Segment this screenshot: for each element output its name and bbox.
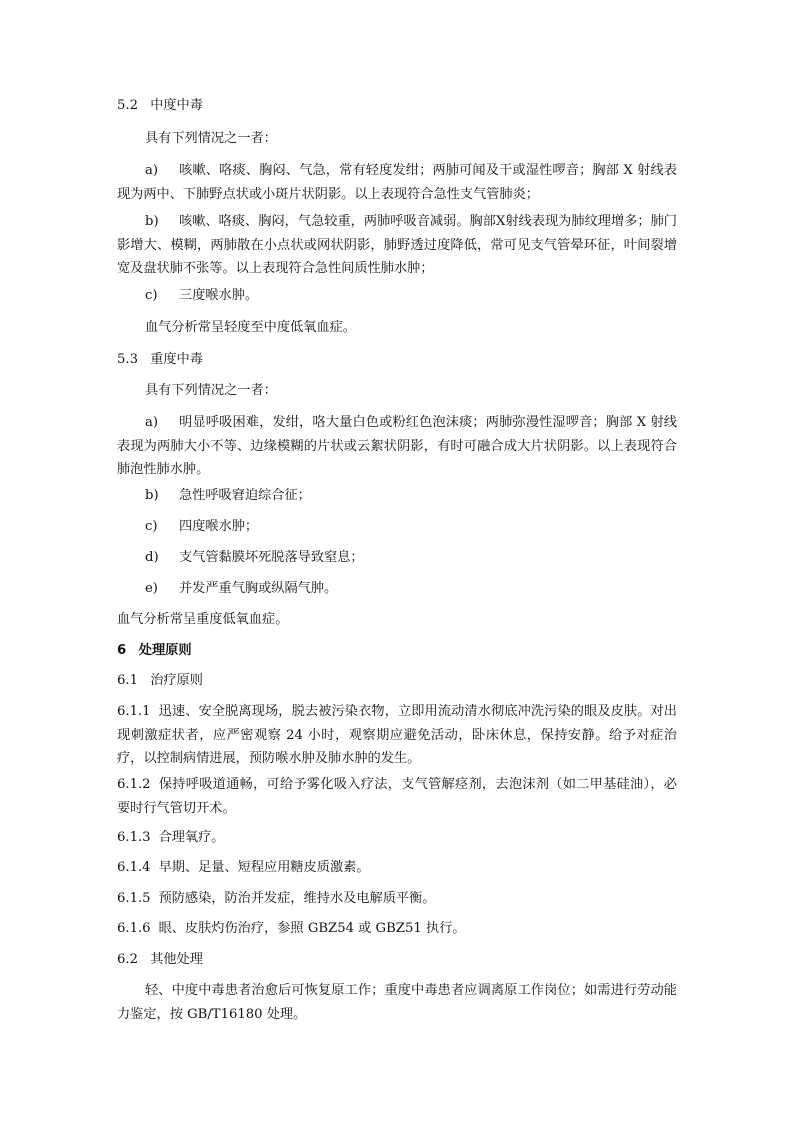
section-5-2-heading [117, 94, 677, 118]
section-number: 5.2 [117, 98, 138, 113]
section-number: 5.3 [117, 352, 138, 367]
list-item-5-3-b [117, 484, 677, 508]
list-text: 急性呼吸窘迫综合征； [179, 488, 311, 503]
clause-6-1-1 [117, 700, 677, 771]
list-item-5-3-e [117, 577, 677, 601]
clause-6-1-5 [117, 887, 677, 911]
clause-number: 6.1.1 [117, 704, 151, 719]
list-label: b) [145, 488, 159, 503]
list-text: 三度喉水肿。 [179, 288, 259, 303]
clause-text: 保持呼吸道通畅，可给予雾化吸入疗法，支气管解痉剂，去泡沫剂（如二甲基硅油），必要时行气管切开术。 [117, 777, 677, 816]
section-number: 6 [117, 643, 127, 658]
section-title: 治疗原则 [150, 673, 203, 688]
list-text: 咳嗽、咯痰、胸闷，气急较重，两肺呼吸音减弱。胸部X射线表现为肺纹理增多；肺门影增大、模糊，两肺散在小点状或网状阴影，肺野透过度降低，常可见支气管晕环征，叶间裂增宽及盘状肺不张等。以上表现符合急性间质性肺水肿； [117, 214, 677, 276]
clause-number: 6.1.6 [117, 921, 151, 936]
list-item-5-2-a [117, 159, 677, 206]
list-label: d) [145, 550, 159, 565]
list-label: a) [145, 415, 159, 430]
section-6-1-heading [117, 669, 677, 693]
list-label: a) [145, 163, 159, 178]
list-label: b) [145, 214, 159, 229]
section-title: 中度中毒 [150, 98, 203, 113]
clause-text: 合理氧疗。 [158, 830, 225, 845]
section-6-2-text: 轻、中度中毒患者治愈后可恢复原工作；重度中毒患者应调离原工作岗位；如需进行劳动能力鉴定，按 GB/T16180 处理。 [117, 983, 677, 1022]
clause-number: 6.1.5 [117, 891, 151, 906]
clause-number: 6.1.4 [117, 860, 151, 875]
section-6-2-heading [117, 948, 677, 972]
section-5-2-blood-gas: 血气分析常呈轻度至中度低氧血症。 [145, 320, 356, 335]
list-item-5-3-d [117, 546, 677, 570]
list-text: 支气管黏膜坏死脱落导致窒息； [179, 550, 364, 565]
section-5-2-intro: 具有下列情况之一者： [145, 131, 277, 146]
list-text: 并发严重气胸或纵隔气肿。 [179, 581, 338, 596]
section-number: 6.1 [117, 673, 138, 688]
section-title: 其他处理 [150, 952, 203, 967]
list-item-5-2-b [117, 210, 677, 281]
clause-6-1-6 [117, 917, 677, 941]
section-title: 重度中毒 [150, 352, 203, 367]
section-number: 6.2 [117, 952, 138, 967]
section-5-3-blood-gas: 血气分析常呈重度低氧血症。 [117, 612, 289, 627]
list-item-5-3-a [117, 411, 677, 482]
list-text: 明显呼吸困难，发绀，咯大量白色或粉红色泡沫痰；两肺弥漫性湿啰音；胸部 X 射线表现为两肺大小不等、边缘模糊的片状或云絮状阴影，有时可融合成大片状阴影。以上表现符合肺泡性肺水肿。 [117, 415, 677, 477]
clause-6-1-3 [117, 826, 677, 850]
list-item-5-3-c [117, 515, 677, 539]
clause-text: 眼、皮肤灼伤治疗，参照 GBZ54 或 GBZ51 执行。 [158, 921, 466, 936]
list-text: 四度喉水肿； [179, 519, 259, 534]
clause-text: 迅速、安全脱离现场，脱去被污染衣物，立即用流动清水彻底冲洗污染的眼及皮肤。对出现刺激症状者，应严密观察 24 小时，观察期应避免活动，卧床休息，保持安静。给予对症治疗，以控制病情进展，预防喉水肿及肺水肿的发生。 [117, 704, 677, 766]
list-label: c) [145, 519, 158, 534]
list-label: e) [145, 581, 158, 596]
clause-number: 6.1.2 [117, 777, 151, 792]
clause-6-1-4 [117, 856, 677, 880]
list-label: c) [145, 288, 158, 303]
clause-text: 预防感染，防治并发症，维持水及电解质平衡。 [158, 891, 436, 906]
clause-number: 6.1.3 [117, 830, 151, 845]
section-5-3-intro: 具有下列情况之一者： [145, 383, 277, 398]
clause-text: 早期、足量、短程应用糖皮质激素。 [158, 860, 370, 875]
section-6-heading [117, 639, 677, 663]
section-title: 处理原则 [138, 643, 192, 658]
list-text: 咳嗽、咯痰、胸闷、气急，常有轻度发绀；两肺可闻及干或湿性啰音；胸部 X 射线表现为两中、下肺野点状或小斑片状阴影。以上表现符合急性支气管肺炎； [117, 163, 677, 202]
list-item-5-2-c [117, 284, 677, 308]
clause-6-1-2 [117, 773, 677, 820]
section-5-3-heading [117, 348, 677, 372]
